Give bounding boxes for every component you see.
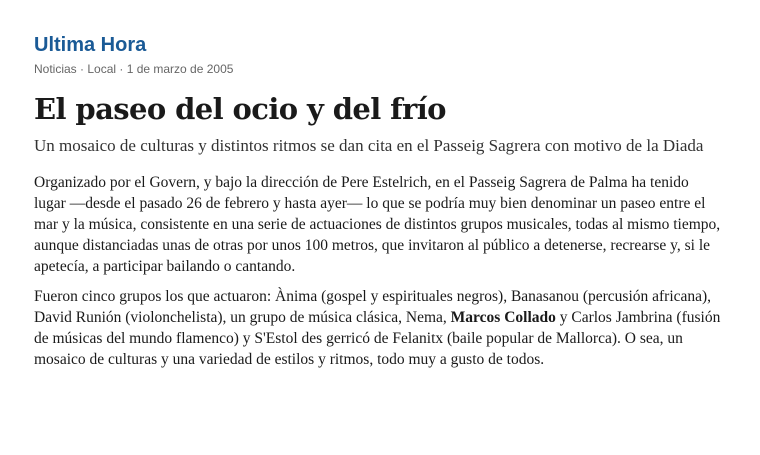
article-subtitle: Un mosaico de culturas y distintos ritmos se dan cita en el Passeig Sagrera con motivo de la Diada — [34, 136, 704, 155]
article-paragraph-1: Organizado por el Govern, y bajo la dirección de Pere Estelrich, en el Passeig Sagrera de Palma ha tenido lugar —desde el pasado 26 de febrero y hasta ayer— lo que se podría muy bien denominar un paseo entre el mar y la música, consistente en una serie de actuaciones de distintos grupos musicales, todas al mismo tiempo, aunque distanciadas unas de otras por unos 100 metros, que invitaron al público a detenerse, recrearse y, si le apetecía, a participar bailando o cantando. — [34, 174, 721, 275]
article-headline: El paseo del ocio y del frío — [34, 92, 446, 126]
article — [34, 32, 724, 370]
highlighted-name: Marcos Collado — [450, 309, 556, 326]
article-meta: Noticias · Local · 1 de marzo de 2005 — [34, 62, 234, 76]
paragraph-2-text-start: Fueron cinco grupos los que actuaron: Ànima (gospel y espirituales negros), Banasanou (percusión africana), David Runión (violonchelista), un grupo de música clásica, Nema, — [34, 288, 712, 326]
site-name-link[interactable]: Ultima Hora — [34, 34, 147, 56]
paragraph-2-text-end: y Carlos Jambrina (fusión de músicas del mundo flamenco) y S'Estol des gerricó de Felanitx (baile popular de Mallorca). O sea, un mosaico de culturas y una variedad de estilos y ritmos, todo muy a gusto de todos. — [34, 309, 721, 368]
article-paragraph-2 — [34, 286, 724, 370]
